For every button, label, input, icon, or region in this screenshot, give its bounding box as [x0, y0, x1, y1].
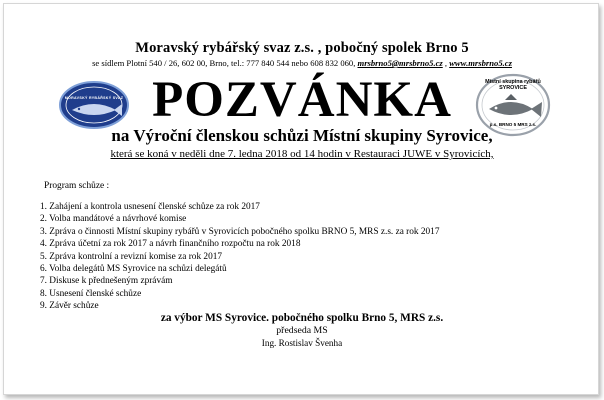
- agenda-item: 7. Diskuse k přednešeným zprávám: [40, 276, 173, 287]
- agenda-item: 6. Volba delegátů MS Syrovice na schůzi delegátů: [40, 264, 227, 275]
- contact-line: [0, 58, 604, 68]
- agenda-item: 5. Zpráva kontrolní a revizní komise za rok 2017: [40, 251, 223, 262]
- logo-caption-line1: Místní skupina rybářů: [485, 79, 541, 85]
- agenda-item: 3. Zpráva o činnosti Místní skupiny rybářů v Syrovicích pobočného spolku BRNO 5, MRS z.s. za rok 2017: [40, 226, 440, 237]
- contact-address: se sídlem Plotní 540 / 26, 602 00, Brno, tel.: 777 840 544 nebo 608 832 060,: [92, 58, 358, 68]
- contact-separator: ,: [442, 58, 450, 68]
- signature-name: Ing. Rostislav Švenha: [261, 338, 343, 348]
- organization-name: Moravský rybářský svaz z.s. , pobočný spolek Brno 5: [135, 40, 469, 56]
- meeting-subtitle: na Výroční členskou schůzi Místní skupiny Syrovice,: [111, 126, 493, 145]
- website-link[interactable]: www.mrsbrno5.cz: [449, 58, 512, 68]
- agenda-list: [40, 201, 439, 313]
- signature-committee: za výbor MS Syrovice. pobočného spolku Brno 5, MRS z.s.: [160, 312, 444, 324]
- signature-role: předseda MS: [276, 325, 328, 336]
- document-title: POZVÁNKA: [152, 72, 452, 128]
- agenda-item: 2. Volba mandátové a návrhové komise: [40, 214, 187, 225]
- agenda-item: 9. Závěr schůze: [40, 301, 99, 312]
- logo-caption-line2: SYROVICE: [499, 85, 527, 91]
- mrs-logo-caption: MORAVSKÝ RYBÁŘSKÝ SVAZ: [64, 96, 124, 100]
- email-link[interactable]: mrsbrno5@mrsbrno5.cz: [357, 58, 443, 68]
- agenda-item: 8. Usnesení členské schůze: [40, 288, 142, 299]
- ms-syrovice-logo-caption-bottom: p.s. BRNO 5 MRS z.s.: [489, 122, 537, 127]
- meeting-date-location: která se koná v neděli dne 7. ledna 2018 od 14 hodin v Restauraci JUWE v Syrovicích,: [110, 148, 494, 160]
- agenda-item: 1. Zahájení a kontrola usnesení členské schůze za rok 2017: [40, 202, 260, 212]
- agenda-item: 4. Zpráva účetní za rok 2017 a návrh finančního rozpočtu na rok 2018: [40, 239, 301, 250]
- program-heading: Program schůze :: [44, 181, 110, 191]
